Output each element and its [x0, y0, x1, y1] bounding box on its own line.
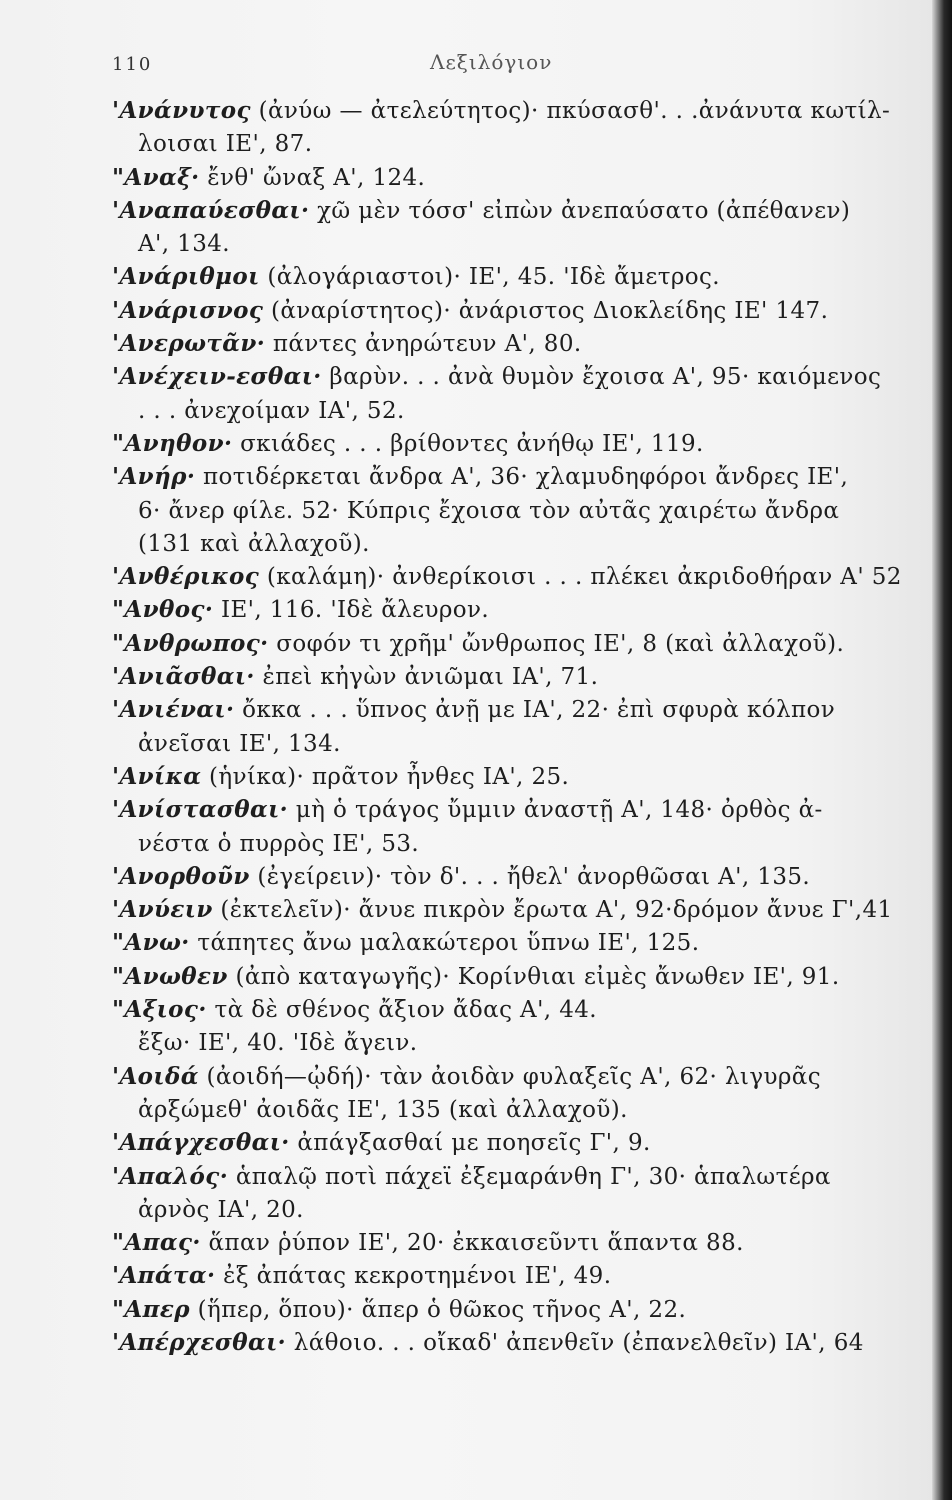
entry-text: τάπητες ἄνω μαλακώτεροι ὕπνω IE', 125.: [189, 930, 700, 957]
entry-text: . . . ἀνεχοίμαν IA', 52.: [138, 397, 405, 424]
entry-continuation-line: [112, 227, 912, 260]
entry-text: ἔξω· IE', 40. 'Ιδὲ ἄγειν.: [138, 1030, 418, 1057]
headword: 'Ανορθοῦν: [112, 862, 250, 890]
glossary-entry-line: [112, 960, 912, 993]
glossary-entry-line: [112, 893, 912, 926]
glossary-entry-line: [112, 327, 912, 360]
entry-text: ἔνθ' ὤναξ A', 124.: [199, 164, 426, 191]
headword: 'Ανιέναι·: [112, 696, 235, 724]
glossary-entry-line: [112, 1160, 912, 1193]
entry-continuation-line: [112, 127, 912, 160]
headword: "Ανηθον·: [112, 429, 233, 457]
headword: 'Ανύειν: [112, 896, 213, 924]
headword: 'Ανιᾶσθαι·: [112, 663, 255, 691]
glossary-entry-line: [112, 194, 912, 227]
entry-continuation-line: [112, 1026, 912, 1059]
headword: 'Απάτα·: [112, 1262, 216, 1290]
entry-text: χῶ μὲν τόσσ' εἰπὼν ἀνεπαύσατο (ἀπέθανεν): [309, 197, 851, 224]
headword: 'Ανήρ·: [112, 463, 196, 491]
entry-continuation-line: [112, 727, 912, 760]
headword: "Απερ: [112, 1295, 190, 1323]
headword: 'Ανάριθμοι: [112, 263, 260, 291]
headword: "Αναξ·: [112, 163, 200, 191]
page-edge-shadow: [932, 0, 952, 1500]
entry-text: (καλάμη)· ἀνθερίκοισι . . . πλέκει ἀκριδοθήραν A' 52: [259, 564, 902, 591]
glossary-entry-line: [112, 1126, 912, 1159]
entry-text: λάθοιο. . . οἴκαδ' ἀπενθεῖν (ἐπανελθεῖν) IA', 64: [286, 1329, 864, 1356]
headword: "Ανθος·: [112, 596, 214, 624]
glossary-entry-line: [112, 1226, 912, 1259]
headword: 'Ανερωτᾶν·: [112, 330, 266, 358]
entry-text: (ἐγείρειν)· τὸν δ'. . . ἤθελ' ἀνορθῶσαι A', 135.: [249, 863, 811, 890]
headword: 'Ανέχειν-εσθαι·: [112, 363, 322, 391]
entry-text: ἁπαλῷ ποτὶ πάχεϊ ἐξεμαράνθη Γ', 30· ἁπαλωτέρα: [228, 1163, 831, 1190]
glossary-entry-line: [112, 926, 912, 959]
entry-text: ἅπαν ῥύπον IE', 20· ἐκκαισεῦντι ἅπαντα 88.: [200, 1230, 744, 1257]
glossary-entry-line: [112, 693, 912, 726]
entry-text: (ἡνίκα)· πρᾶτον ἦνθες IA', 25.: [201, 763, 570, 790]
glossary-entry-line: [112, 1326, 912, 1359]
entry-text: λοισαι IE', 87.: [138, 131, 313, 158]
entry-continuation-line: [112, 1093, 912, 1126]
headword: 'Ανθέρικος: [112, 563, 260, 591]
glossary-entry-line: [112, 860, 912, 893]
glossary-entry-line: [112, 793, 912, 826]
glossary-entry-line: [112, 1259, 912, 1292]
entry-text: ἀνεῖσαι IE', 134.: [138, 730, 341, 757]
entry-text: ἀρνὸς IA', 20.: [138, 1196, 304, 1223]
entry-text: A', 134.: [138, 231, 230, 258]
entry-text: σοφόν τι χρῆμ' ὤνθρωπος IE', 8 (καὶ ἀλλαχοῦ).: [268, 630, 845, 657]
headword: 'Αοιδά: [112, 1062, 199, 1090]
glossary-entry-line: [112, 1293, 912, 1326]
glossary-entry-line: [112, 627, 912, 660]
entry-continuation-line: [112, 394, 912, 427]
entry-text: ἐξ ἀπάτας κεκροτημένοι IE', 49.: [215, 1263, 612, 1290]
entry-text: (ἐκτελεῖν)· ἄνυε πικρὸν ἔρωτα A', 92·δρόμον ἄνυε Γ',41: [212, 897, 893, 924]
headword: 'Αναπαύεσθαι·: [112, 196, 310, 224]
entry-text: (ἀπὸ καταγωγῆς)· Κορίνθιαι εἰμὲς ἄνωθεν IE', 91.: [227, 963, 840, 990]
headword: "Ανω·: [112, 929, 190, 957]
glossary-entry-line: [112, 993, 912, 1026]
glossary-entry-line: [112, 560, 912, 593]
entry-text: (131 καὶ ἀλλαχοῦ).: [138, 530, 370, 557]
glossary-entries: [112, 94, 912, 1359]
headword: "Απας·: [112, 1229, 201, 1257]
entry-text: ποτιδέρκεται ἄνδρα A', 36· χλαμυδηφόροι ἄνδρες IE',: [195, 464, 849, 491]
glossary-entry-line: [112, 427, 912, 460]
headword: "Ανωθεν: [112, 962, 228, 990]
headword: 'Απαλός·: [112, 1162, 229, 1190]
glossary-entry-line: [112, 294, 912, 327]
entry-continuation-line: [112, 527, 912, 560]
headword: "Αξιος·: [112, 996, 207, 1024]
entry-text: (ἀλογάριαστοι)· IE', 45. 'Ιδὲ ἄμετρος.: [259, 264, 720, 291]
headword: 'Ανίστασθαι·: [112, 796, 289, 824]
entry-text: (ἀνύω — ἀτελεύτητος)· πκύσασθ'. . .ἀνάνυτα κωτίλ-: [250, 98, 891, 124]
glossary-entry-line: [112, 260, 912, 293]
entry-text: IE', 116. 'Ιδὲ ἄλευρον.: [213, 597, 490, 624]
running-title: Λεξιλόγιον: [430, 50, 553, 74]
entry-text: 6· ἄνερ φίλε. 52· Κύπρις ἔχοισα τὸν αὐτᾶς χαιρέτω ἄνδρα: [138, 497, 840, 524]
headword: 'Ανάρισνος: [112, 296, 264, 324]
entry-continuation-line: [112, 494, 912, 527]
page-number: 110: [112, 54, 153, 75]
headword: 'Ανίκα: [112, 762, 202, 790]
entry-text: ἐπεὶ κἠγὼν ἀνιῶμαι IA', 71.: [254, 664, 599, 691]
entry-text: βαρὺν. . . ἀνὰ θυμὸν ἔχοισα A', 95· καιόμενος: [321, 364, 882, 391]
entry-text: τὰ δὲ σθένος ἄξιον ἄδας A', 44.: [206, 997, 597, 1024]
headword: 'Ανάνυτος: [112, 97, 251, 124]
entry-text: (ἥπερ, ὅπου)· ἅπερ ὁ θῶκος τῆνος A', 22.: [189, 1296, 687, 1323]
glossary-entry-line: [112, 1060, 912, 1093]
entry-text: ἀρξώμεθ' ἀοιδᾶς IE', 135 (καὶ ἀλλαχοῦ).: [138, 1096, 628, 1123]
headword: 'Απάγχεσθαι·: [112, 1129, 290, 1157]
entry-text: πάντες ἀνηρώτευν A', 80.: [265, 331, 582, 358]
entry-continuation-line: [112, 827, 912, 860]
glossary-entry-line: [112, 660, 912, 693]
entry-text: ἀπάγξασθαί με ποησεῖς Γ', 9.: [289, 1130, 651, 1157]
entry-text: σκιάδες . . . βρίθοντες ἀνήθῳ IE', 119.: [232, 430, 704, 457]
entry-text: νέστα ὁ πυρρὸς IE', 53.: [138, 830, 420, 857]
entry-text: (ἀοιδή—ᾠδή)· τὰν ἀοιδὰν φυλαξεῖς A', 62· λιγυρᾶς: [198, 1063, 822, 1090]
glossary-entry-line: [112, 161, 912, 194]
glossary-entry-line: [112, 360, 912, 393]
glossary-entry-line: [112, 460, 912, 493]
headword: 'Απέρχεσθαι·: [112, 1328, 287, 1356]
glossary-entry-line: [112, 94, 912, 127]
entry-continuation-line: [112, 1193, 912, 1226]
entry-text: ὄκκα . . . ὕπνος ἀνῇ με IA', 22· ἐπὶ σφυρὰ κόλπον: [234, 697, 836, 724]
glossary-entry-line: [112, 760, 912, 793]
entry-text: (ἀναρίστητος)· ἀνάριστος Διοκλείδης IE' 147.: [263, 297, 829, 324]
entry-text: μὴ ὁ τράγος ὔμμιν ἀναστῇ A', 148· ὀρθὸς ἀ-: [288, 797, 823, 824]
headword: "Ανθρωπος·: [112, 629, 269, 657]
glossary-entry-line: [112, 593, 912, 626]
